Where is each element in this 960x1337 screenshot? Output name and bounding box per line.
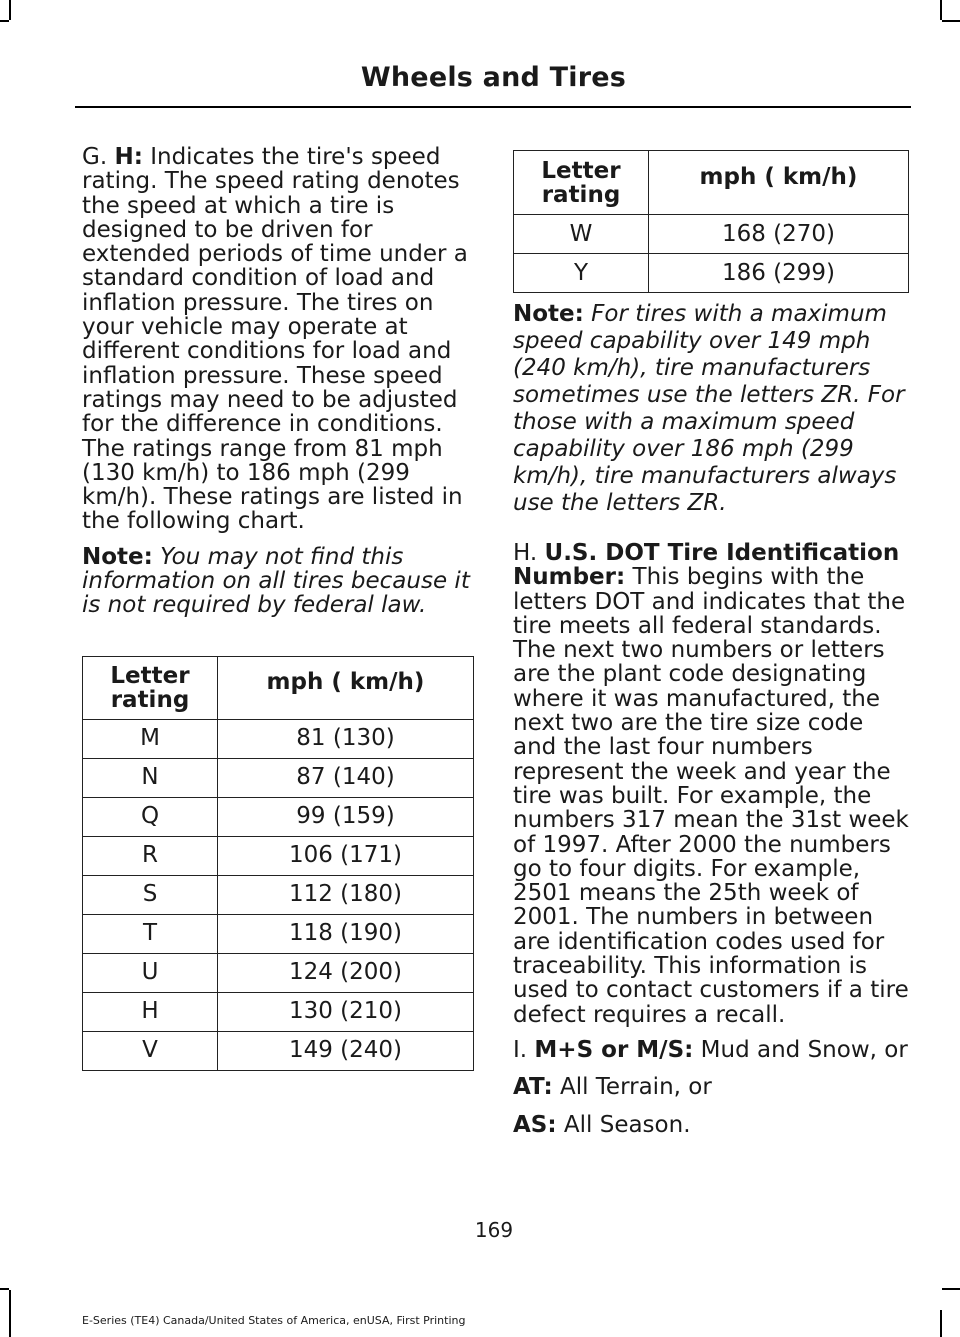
crop-mark (0, 20, 9, 22)
crop-mark (940, 0, 942, 20)
all-terrain-line: AT: All Terrain, or (513, 1074, 712, 1101)
speed-cell: 124 (200) (218, 953, 474, 992)
speed-cell: 81 (130) (218, 719, 474, 758)
col-header-speed: mph ( km/h) (218, 656, 474, 719)
table-row (83, 914, 474, 953)
crop-mark (0, 1288, 9, 1290)
crop-mark (9, 0, 11, 20)
zr-note: Note: For tires with a maximum speed capability over 149 mph (240 km/h), tire manufacturers sometimes use the letters ZR. For those with a maximum speed capability over 186 mph (299 km/h), tire manufacturers always use the letters ZR. (513, 301, 905, 516)
left-column (82, 145, 474, 1071)
right-column (513, 150, 909, 1148)
letter-rating-cell: H (83, 992, 218, 1031)
letter-rating-cell: R (83, 836, 218, 875)
dot-id-term: U.S. DOT Tire Identification Number: (513, 540, 900, 591)
table-row (83, 992, 474, 1031)
speed-rating-table-continued (513, 150, 909, 293)
table-row (83, 836, 474, 875)
table-row (83, 875, 474, 914)
table-row (83, 1031, 474, 1070)
table-row (83, 758, 474, 797)
col-header-letter-rating: Letter rating (83, 656, 218, 719)
table-row (514, 254, 909, 293)
crop-mark (942, 20, 960, 22)
letter-rating-cell: U (83, 953, 218, 992)
speed-cell: 87 (140) (218, 758, 474, 797)
letter-rating-cell: Q (83, 797, 218, 836)
speed-rating-rows (83, 719, 474, 1070)
page-title: Wheels and Tires (360, 62, 626, 93)
table-row (83, 797, 474, 836)
speed-cell: 99 (159) (218, 797, 474, 836)
federal-law-note: Note: You may not find this information on all tires because it is not required by federal law. (82, 543, 470, 619)
speed-rating-rows (514, 215, 909, 293)
speed-rating-paragraph: G. H: Indicates the tire's speed rating. The speed rating denotes the speed at which a tire is designed to be driven for extended periods of time under a standard condition of load and inflation pressure. The tires on your vehicle may operate at different conditions for load and inflation pressure. These speed ratings may need to be adjusted for the difference in conditions. The ratings range from 81 mph (130 km/h) to 186 mph (299 km/h). These ratings are listed in the following chart. (82, 144, 468, 535)
col-header-speed: mph ( km/h) (649, 151, 909, 215)
crop-mark (9, 1290, 11, 1337)
speed-cell: 106 (171) (218, 836, 474, 875)
letter-rating-cell: T (83, 914, 218, 953)
speed-cell: 130 (210) (218, 992, 474, 1031)
letter-rating-cell: Y (514, 254, 649, 293)
table-row (83, 953, 474, 992)
letter-rating-cell: W (514, 215, 649, 254)
letter-rating-cell: S (83, 875, 218, 914)
speed-cell: 186 (299) (649, 254, 909, 293)
speed-cell: 118 (190) (218, 914, 474, 953)
dot-id-paragraph: H. U.S. DOT Tire Identification Number: This begins with the letters DOT and indicates that the tire meets all federal standards. The next two numbers or letters are the plant code designating where it was manufactured, the next two are the tire size code and the last four numbers represent the week and year the tire was built. For example, the numbers 317 mean the 31st week of 1997. After 2000 the numbers go to four digits. For example, 2501 means the 25th week of 2001. The numbers in between are identification codes used for traceability. This information is used to contact customers if a tire defect requires a recall. (513, 540, 909, 1028)
header-divider (75, 106, 911, 108)
all-season-line: AS: All Season. (513, 1111, 691, 1138)
letter-rating-cell: V (83, 1031, 218, 1070)
letter-rating-cell: N (83, 758, 218, 797)
speed-rating-table (82, 656, 474, 1071)
mud-snow-line: I. M+S or M/S: Mud and Snow, or (513, 1036, 908, 1063)
letter-rating-cell: M (83, 719, 218, 758)
table-row (514, 215, 909, 254)
speed-rating-term: H: (114, 144, 143, 170)
speed-cell: 149 (240) (218, 1031, 474, 1070)
col-header-letter-rating: Letter rating (514, 151, 649, 215)
speed-cell: 168 (270) (649, 215, 909, 254)
speed-cell: 112 (180) (218, 875, 474, 914)
edition-footer: E-Series (TE4) Canada/United States of America, enUSA, First Printing (82, 1314, 466, 1327)
crop-mark (942, 1288, 960, 1290)
table-row (83, 719, 474, 758)
crop-mark (940, 1310, 942, 1337)
page-number: 169 (474, 1218, 514, 1242)
